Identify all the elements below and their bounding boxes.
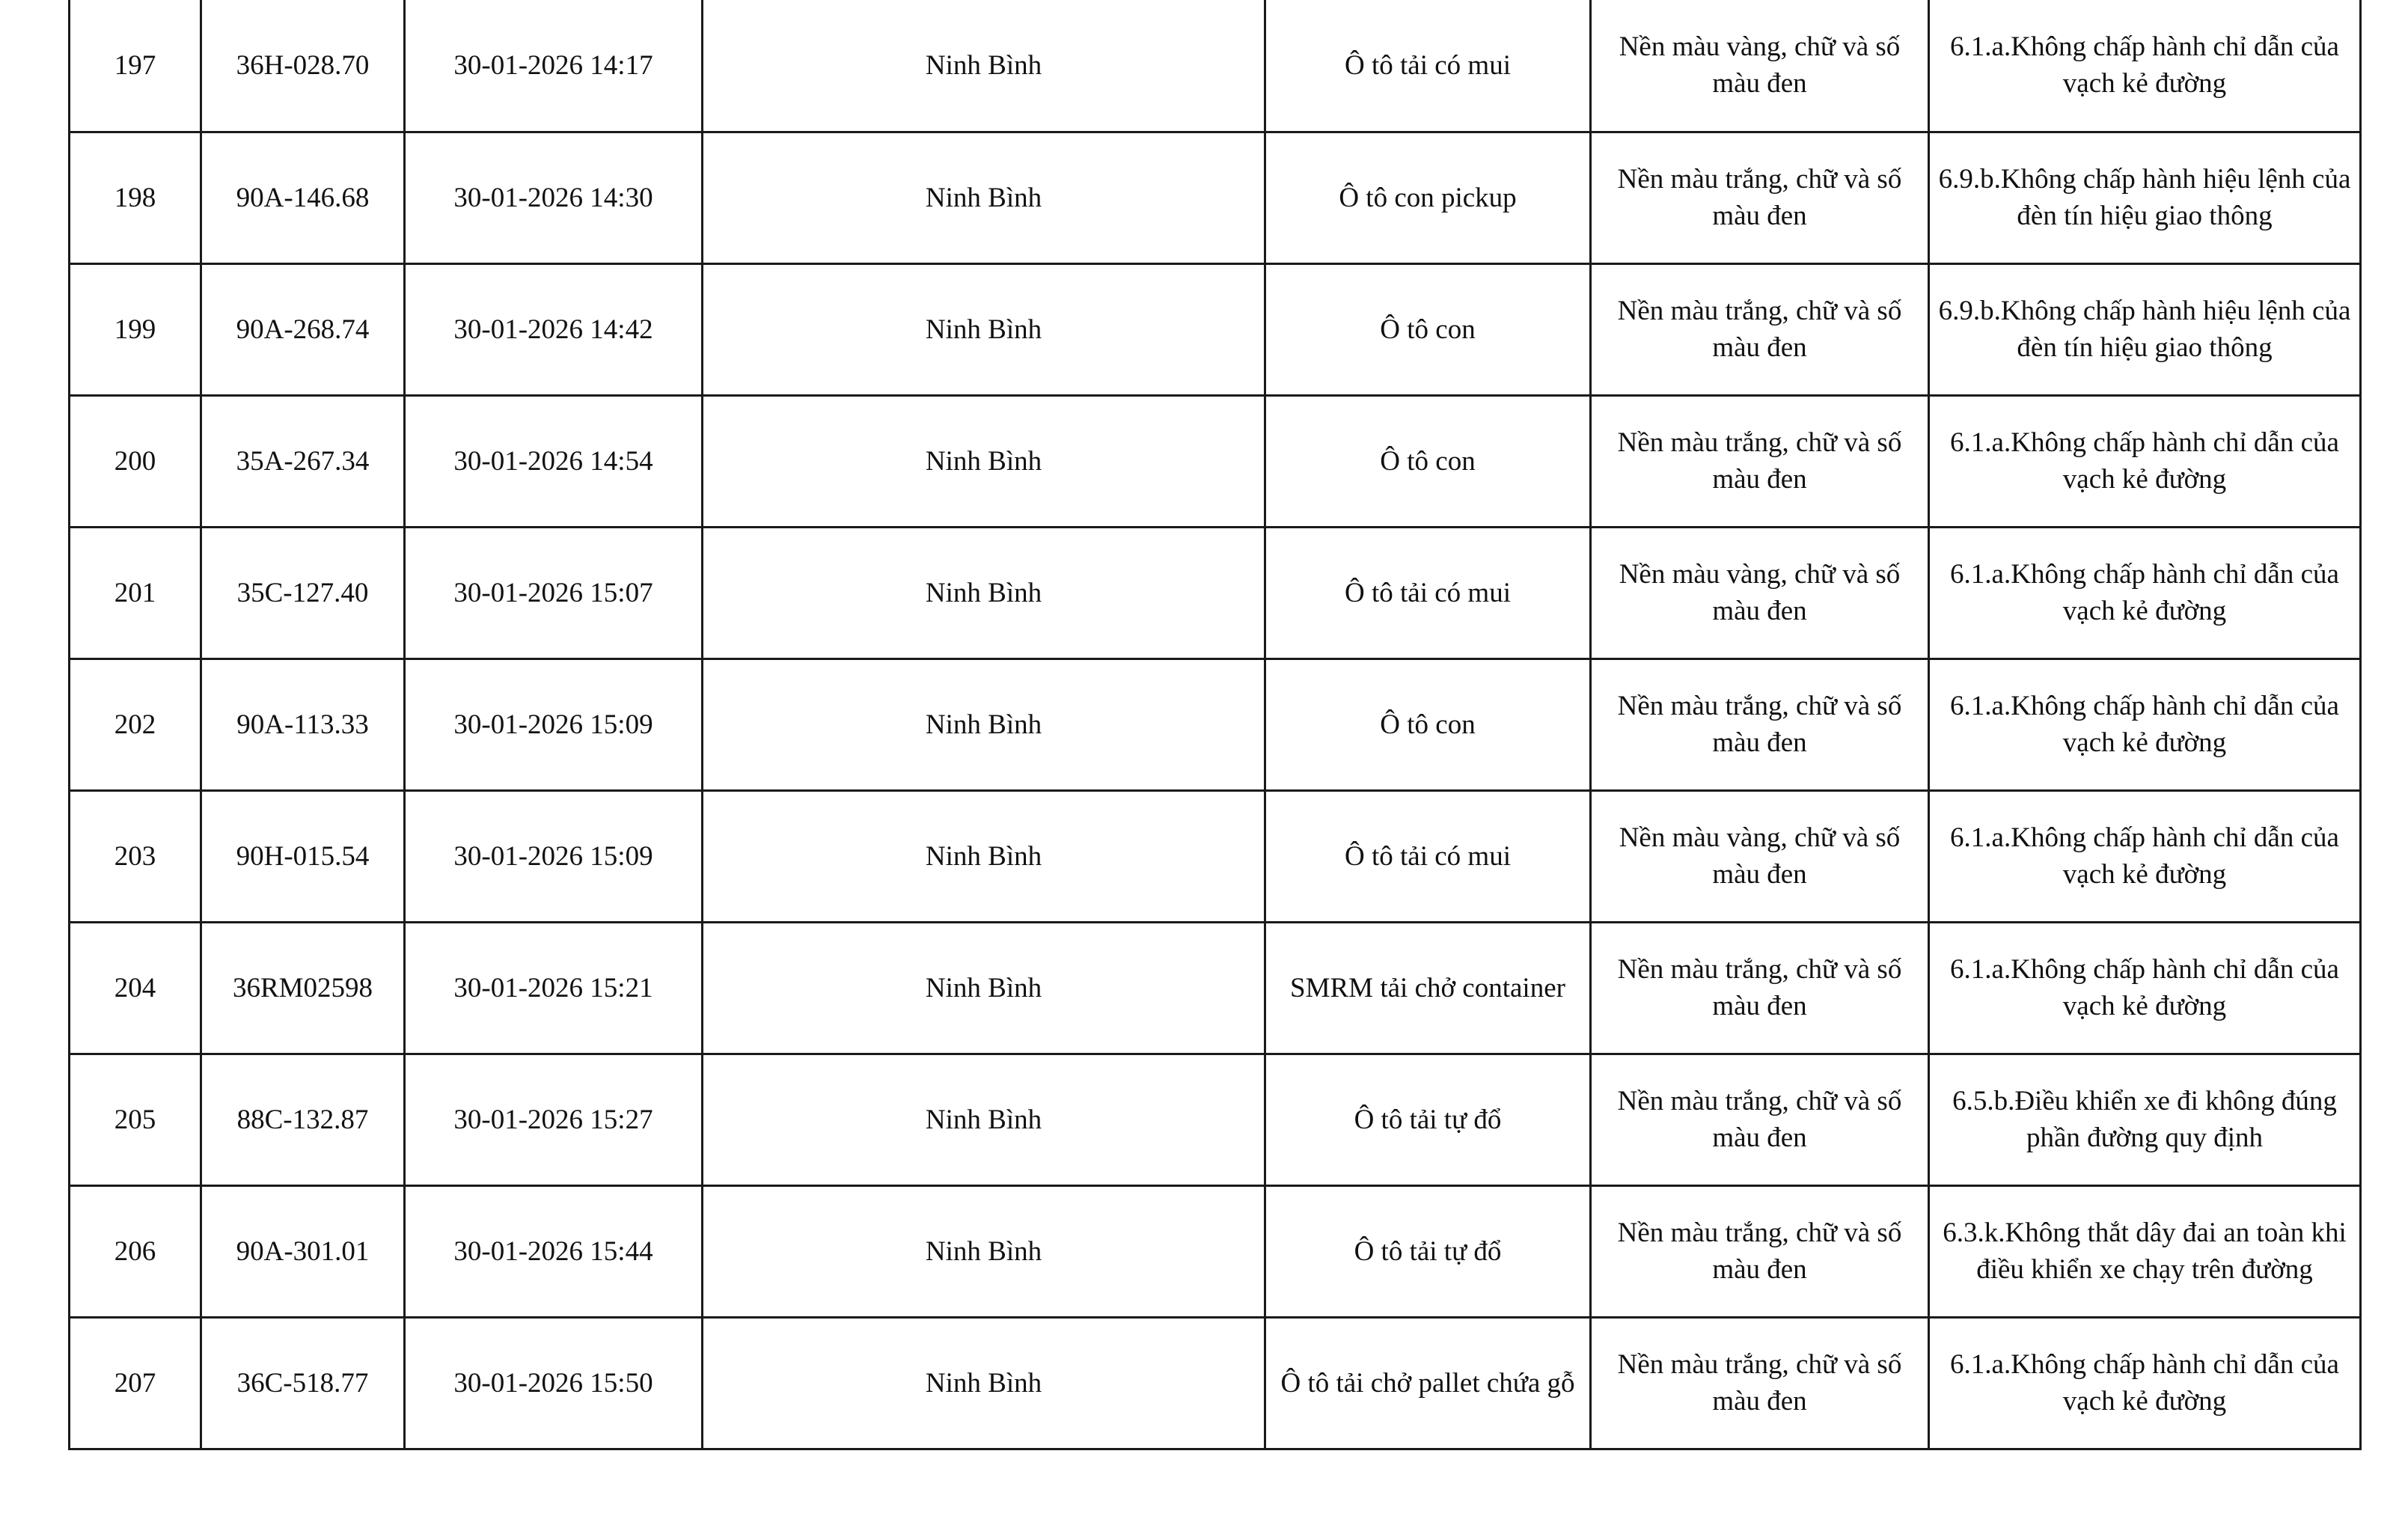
table-row [70, 1054, 2361, 1185]
cell-violation: 6.1.a.Không chấp hành chỉ dẫn của vạch kẻ đường [1929, 0, 2361, 132]
cell-plate: 90A-146.68 [201, 132, 405, 263]
cell-violation: 6.9.b.Không chấp hành hiệu lệnh của đèn tín hiệu giao thông [1929, 263, 2361, 395]
cell-plate: 90A-268.74 [201, 263, 405, 395]
cell-place: Ninh Bình [703, 790, 1265, 922]
cell-stt: 207 [70, 1317, 201, 1449]
cell-time: 30-01-2026 15:50 [405, 1317, 703, 1449]
cell-time: 30-01-2026 15:44 [405, 1185, 703, 1317]
cell-time: 30-01-2026 14:17 [405, 0, 703, 132]
cell-vehicle: Ô tô con pickup [1265, 132, 1591, 263]
cell-time: 30-01-2026 15:27 [405, 1054, 703, 1185]
cell-place: Ninh Bình [703, 1317, 1265, 1449]
cell-plate: 88C-132.87 [201, 1054, 405, 1185]
cell-stt: 203 [70, 790, 201, 922]
violations-table [68, 0, 2362, 1450]
cell-violation: 6.3.k.Không thắt dây đai an toàn khi điều khiển xe chạy trên đường [1929, 1185, 2361, 1317]
cell-time: 30-01-2026 15:09 [405, 790, 703, 922]
cell-plate-color: Nền màu trắng, chữ và số màu đen [1591, 1317, 1929, 1449]
cell-vehicle: Ô tô tải tự đổ [1265, 1185, 1591, 1317]
cell-stt: 204 [70, 922, 201, 1054]
cell-time: 30-01-2026 15:21 [405, 922, 703, 1054]
cell-plate-color: Nền màu trắng, chữ và số màu đen [1591, 659, 1929, 790]
cell-violation: 6.5.b.Điều khiển xe đi không đúng phần đường quy định [1929, 1054, 2361, 1185]
cell-stt: 199 [70, 263, 201, 395]
cell-stt: 201 [70, 527, 201, 659]
cell-place: Ninh Bình [703, 1054, 1265, 1185]
cell-stt: 198 [70, 132, 201, 263]
violations-table-body [70, 0, 2361, 1449]
cell-plate-color: Nền màu trắng, chữ và số màu đen [1591, 395, 1929, 527]
cell-time: 30-01-2026 14:54 [405, 395, 703, 527]
cell-plate: 36RM02598 [201, 922, 405, 1054]
cell-place: Ninh Bình [703, 0, 1265, 132]
cell-violation: 6.1.a.Không chấp hành chỉ dẫn của vạch kẻ đường [1929, 790, 2361, 922]
cell-plate: 90A-301.01 [201, 1185, 405, 1317]
cell-vehicle: Ô tô con [1265, 659, 1591, 790]
cell-vehicle: Ô tô tải có mui [1265, 0, 1591, 132]
table-row [70, 395, 2361, 527]
cell-plate-color: Nền màu vàng, chữ và số màu đen [1591, 790, 1929, 922]
cell-violation: 6.1.a.Không chấp hành chỉ dẫn của vạch kẻ đường [1929, 395, 2361, 527]
cell-place: Ninh Bình [703, 263, 1265, 395]
cell-violation: 6.9.b.Không chấp hành hiệu lệnh của đèn tín hiệu giao thông [1929, 132, 2361, 263]
cell-vehicle: Ô tô tải có mui [1265, 790, 1591, 922]
cell-plate: 35A-267.34 [201, 395, 405, 527]
cell-vehicle: Ô tô con [1265, 263, 1591, 395]
cell-plate-color: Nền màu trắng, chữ và số màu đen [1591, 263, 1929, 395]
cell-violation: 6.1.a.Không chấp hành chỉ dẫn của vạch kẻ đường [1929, 922, 2361, 1054]
cell-plate-color: Nền màu trắng, chữ và số màu đen [1591, 1185, 1929, 1317]
cell-plate: 35C-127.40 [201, 527, 405, 659]
cell-violation: 6.1.a.Không chấp hành chỉ dẫn của vạch kẻ đường [1929, 527, 2361, 659]
cell-time: 30-01-2026 15:07 [405, 527, 703, 659]
table-row [70, 263, 2361, 395]
cell-violation: 6.1.a.Không chấp hành chỉ dẫn của vạch kẻ đường [1929, 1317, 2361, 1449]
table-row [70, 1317, 2361, 1449]
cell-stt: 205 [70, 1054, 201, 1185]
table-row [70, 922, 2361, 1054]
cell-time: 30-01-2026 14:42 [405, 263, 703, 395]
cell-plate: 36H-028.70 [201, 0, 405, 132]
cell-plate: 90A-113.33 [201, 659, 405, 790]
cell-place: Ninh Bình [703, 659, 1265, 790]
cell-place: Ninh Bình [703, 395, 1265, 527]
table-row [70, 659, 2361, 790]
cell-vehicle: Ô tô tải tự đổ [1265, 1054, 1591, 1185]
cell-stt: 202 [70, 659, 201, 790]
cell-place: Ninh Bình [703, 1185, 1265, 1317]
cell-plate-color: Nền màu trắng, chữ và số màu đen [1591, 922, 1929, 1054]
table-row [70, 527, 2361, 659]
cell-vehicle: Ô tô con [1265, 395, 1591, 527]
table-row [70, 790, 2361, 922]
cell-stt: 197 [70, 0, 201, 132]
cell-place: Ninh Bình [703, 922, 1265, 1054]
cell-place: Ninh Bình [703, 132, 1265, 263]
cell-plate-color: Nền màu trắng, chữ và số màu đen [1591, 132, 1929, 263]
cell-time: 30-01-2026 14:30 [405, 132, 703, 263]
cell-vehicle: SMRM tải chở container [1265, 922, 1591, 1054]
table-row [70, 0, 2361, 132]
cell-plate: 36C-518.77 [201, 1317, 405, 1449]
cell-place: Ninh Bình [703, 527, 1265, 659]
cell-violation: 6.1.a.Không chấp hành chỉ dẫn của vạch kẻ đường [1929, 659, 2361, 790]
cell-plate-color: Nền màu vàng, chữ và số màu đen [1591, 527, 1929, 659]
table-row [70, 132, 2361, 263]
cell-stt: 200 [70, 395, 201, 527]
cell-time: 30-01-2026 15:09 [405, 659, 703, 790]
cell-vehicle: Ô tô tải có mui [1265, 527, 1591, 659]
cell-stt: 206 [70, 1185, 201, 1317]
cell-vehicle: Ô tô tải chở pallet chứa gỗ [1265, 1317, 1591, 1449]
cell-plate-color: Nền màu vàng, chữ và số màu đen [1591, 0, 1929, 132]
cell-plate-color: Nền màu trắng, chữ và số màu đen [1591, 1054, 1929, 1185]
cell-plate: 90H-015.54 [201, 790, 405, 922]
table-row [70, 1185, 2361, 1317]
